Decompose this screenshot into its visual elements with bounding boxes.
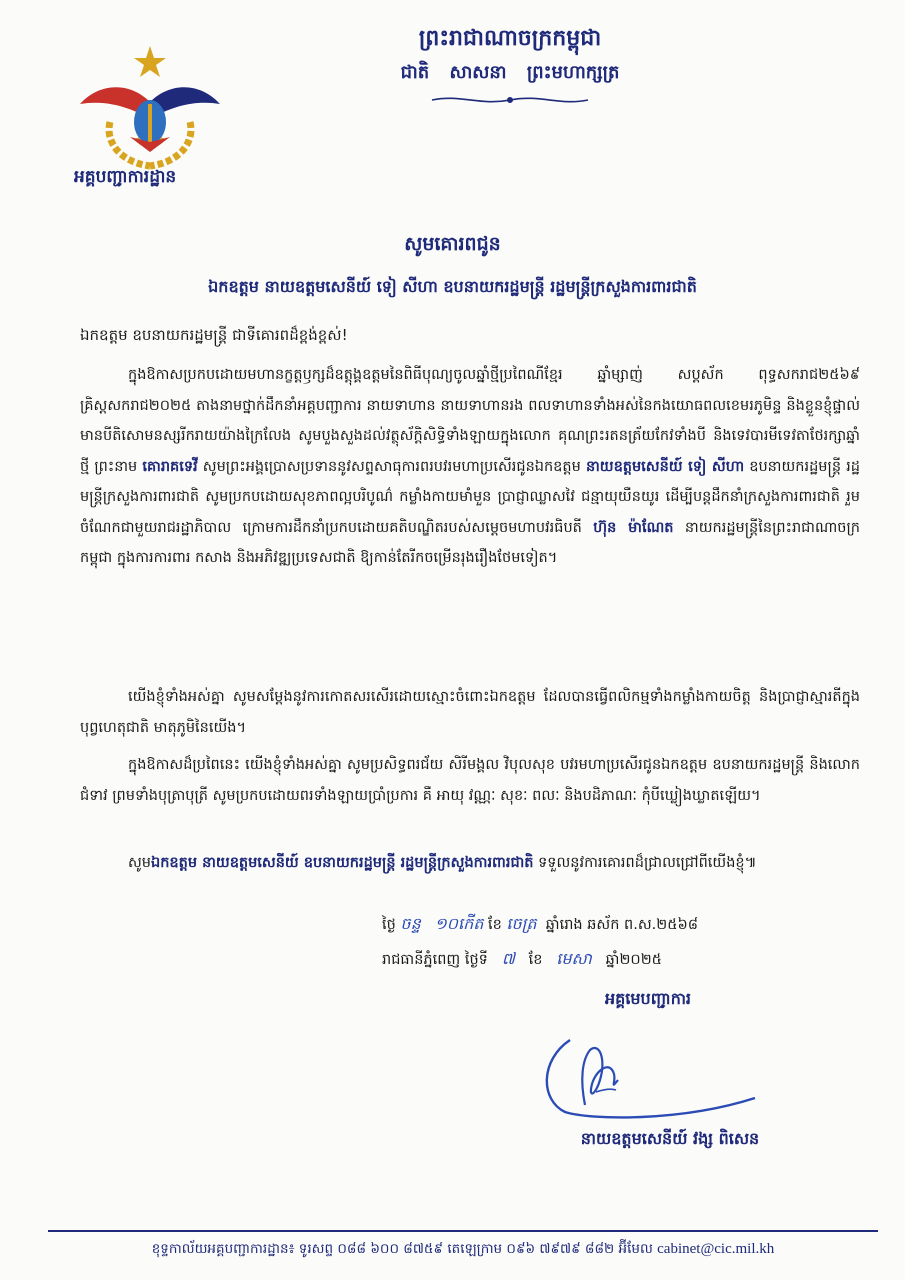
p1-text-c: ឧបនាយករដ្ឋមន្ត្រី រដ្ឋមន្ត្រីក្រសួងការពារជាតិ សូមប្រកបដោយសុខភាពល្អបរិបូណ៌ កម្លាំងកាយមាំមួន ប្រាជ្ញាឈ្លាសវៃ ជន្មាយុយឺនយូរ ដើម្បីបន្តដឹកនាំក្រសួងការពារជាតិ រួមចំណែកជាមួយរាជរដ្ឋាភិបាល ក្រោមការដឹកនាំប្រកបដោយគតិបណ្ឌិតរបស់សម្តេចមហាបវរធិបតី [80, 458, 860, 536]
lunar-date-line [382, 913, 852, 937]
date-label: ថ្ងៃ [382, 917, 396, 933]
year-label: ឆ្នាំ២០២៥ [605, 952, 662, 968]
solar-date-line [382, 948, 852, 972]
deity-name: គោរាគទេវី [142, 457, 198, 475]
p4-recipient: ឯកឧត្តម នាយឧត្តមសេនីយ៍ ឧបនាយករដ្ឋមន្ត្រី រដ្ឋមន្ត្រីក្រសួងការពារជាតិ [151, 854, 534, 871]
kingdom-heading: ព្រះរាជាណាចក្រកម្ពុជា [418, 25, 602, 51]
footer-divider [48, 1230, 878, 1232]
footer-contact [48, 1240, 878, 1260]
lunar-month-handwritten: ចេត្រ [506, 914, 537, 933]
lunar-day-handwritten: ១០កើត [434, 914, 484, 933]
p1-text-a: ក្នុងឱកាសប្រកបដោយមហានក្ខត្តឫក្សដ៏ឧត្តុង្គឧត្តមនៃពិធីបុណ្យចូលឆ្នាំថ្មីប្រពៃណីខ្មែរ ឆ្នាំម្សាញ់ សប្តស័ក ពុទ្ធសករាជ២៥៦៩ គ្រិស្តសករាជ២០២៥ តាងនាមថ្នាក់ដឹកនាំអគ្គបញ្ជាការ នាយទាហាន នាយទាហានរង ពលទាហានទាំងអស់នៃកងយោធពលខេមរភូមិន្ទ និងខ្លួនខ្ញុំផ្ទាល់ មានបីតិសោមនស្សរីករាយយ៉ាងក្រៃលែង សូមបួងសួងដល់វត្ថុស័ក្តិសិទ្ធិទាំងឡាយក្នុងលោក គុណព្រះរតនត្រ័យកែវទាំងបី និងទេវបារមីទេវតាថែរក្សាឆ្នាំថ្មី ព្រះនាម [80, 367, 860, 475]
national-motto: ជាតិ សាសនា ព្រះមហាក្សត្រ [400, 62, 620, 83]
handwritten-signature-icon [530, 1020, 770, 1130]
lunar-year: ឆ្នាំរោង ឆស័ក ព.ស.២៥៦៨ [545, 917, 699, 933]
respect-heading: សូមគោរពជូន [404, 233, 501, 255]
p1-text-b: សូមព្រះអង្គប្រោសប្រទាននូវសព្ទសាធុការពរបវរមហាប្រសើរជូនឯកឧត្តម [197, 458, 586, 475]
body-paragraph-3: ក្នុងឱកាសដ៏ប្រពៃនេះ យើងខ្ញុំទាំងអស់គ្នា សូមប្រសិទ្ធពរជ័យ សិរីមង្គល វិបុលសុខ បវរមហាប្រសើរជូនឯកឧត្តម ឧបនាយករដ្ឋមន្ត្រី និងលោកជំទាវ ព្រមទាំងបុត្រាបុត្រី សូមប្រកបដោយពរទាំងឡាយប្រាំប្រការ គឺ អាយុ វណ្ណៈ សុខៈ ពលៈ និងបដិភាណៈ កុំបីឃ្លៀងឃ្លាតឡើយ។ [80, 757, 860, 804]
salutation: ឯកឧត្តម ឧបនាយករដ្ឋមន្ត្រី ជាទីគោរពដ៏ខ្ពង់ខ្ពស់! [80, 326, 348, 344]
footer-email-link[interactable]: cabinet@cic.mil.kh [657, 1241, 775, 1257]
recipient-name: នាយឧត្តមសេនីយ៍ ទៀ សីហា [585, 457, 745, 475]
p4-text-a: សូម [128, 855, 152, 871]
organization-name: អគ្គបញ្ជាការដ្ឋាន [74, 167, 177, 187]
day-handwritten: ៧ [501, 949, 515, 968]
signatory-name: នាយឧត្តមសេនីយ៍ វង្ស ពិសេន [580, 1129, 760, 1148]
weekday-handwritten: ចន្ទ [400, 914, 421, 933]
high-command-emblem-icon [75, 42, 225, 172]
p1-text-d: នាយករដ្ឋមន្ត្រីនៃព្រះរាជាណាចក្រកម្ពុជា ក្នុងការការពារ កសាង និងអភិវឌ្ឍប្រទេសជាតិ ឱ្យកាន់តែរីកចម្រើនរុងរឿងថែមទៀត។ [80, 519, 861, 566]
prime-minister-name: ហ៊ុន ម៉ាណែត [593, 518, 674, 536]
signatory-title: អគ្គមេបញ្ជាការ [604, 989, 691, 1008]
p4-text-b: ទទួលនូវការគោរពដ៏ជ្រាលជ្រៅពីយើងខ្ញុំ៕ [533, 855, 757, 871]
month-handwritten: មេសា [556, 949, 592, 968]
header-ornament-icon [430, 92, 590, 108]
footer-contact-text: ខុទ្ទកាល័យអគ្គបញ្ជាការដ្ឋាន៖ ទូរសព្ទ ០៨៨ ៦០០ ៨៧៥៩ តេឡេក្រាម ០៩៦ ៧៩៧៩ ៨៨២ អ៊ីមែល [151, 1241, 653, 1257]
recipient-line: ឯកឧត្តម នាយឧត្តមសេនីយ៍ ទៀ សីហា ឧបនាយករដ្ឋមន្ត្រី រដ្ឋមន្ត្រីក្រសួងការពារជាតិ [208, 277, 697, 296]
body-paragraph-2: យើងខ្ញុំទាំងអស់គ្នា សូមសម្តែងនូវការកោតសរសើរដោយស្មោះចំពោះឯកឧត្តម ដែលបានធ្វើពលិកម្មទាំងកម្លាំងកាយចិត្ត និងប្រាជ្ញាស្មារតីក្នុងបុព្វហេតុជាតិ មាតុភូមិនៃយើង។ [80, 689, 860, 736]
month-label-2: ខែ [528, 952, 543, 968]
month-label: ខែ [488, 917, 502, 933]
place-date-label: រាជធានីភ្នំពេញ ថ្ងៃទី [382, 952, 488, 968]
body-paragraph-1 [80, 360, 860, 574]
body-paragraph-4 [80, 848, 860, 879]
